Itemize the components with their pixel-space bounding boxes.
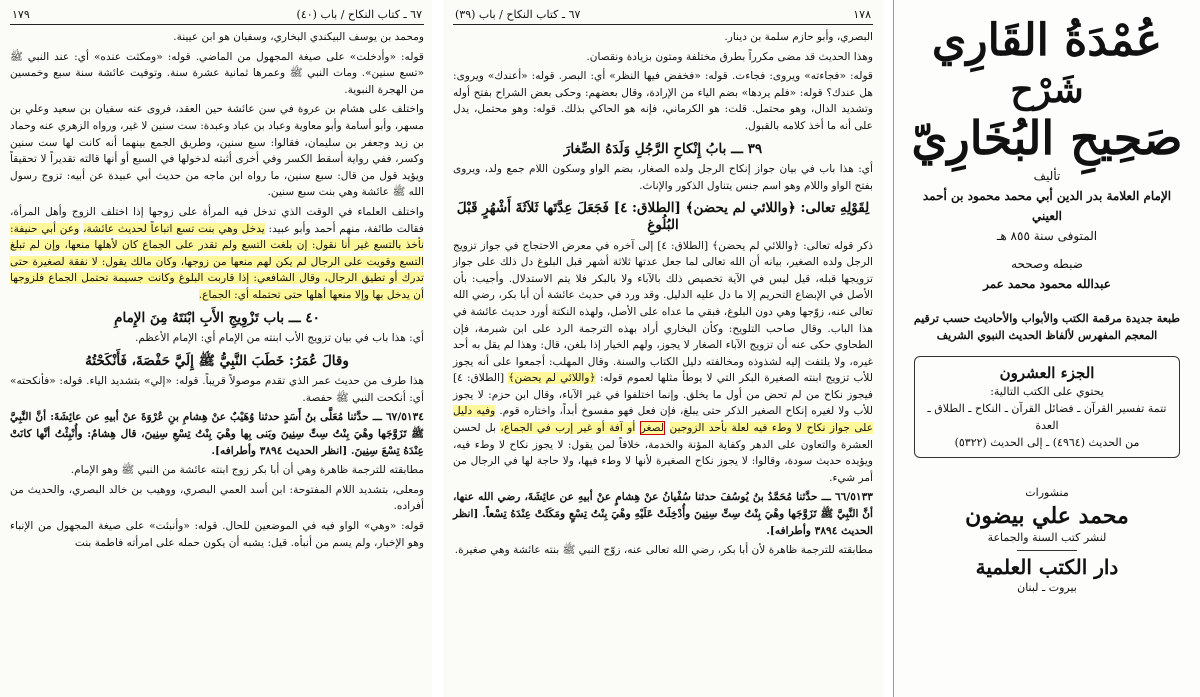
- paragraph: قوله: «وأدخلت» على صيغة المجهول من الماضي. قوله: «ومكثت عنده» أي: عند النبي ﷺ «تسع سنين». ومات النبي ﷺ وعمرها ثمانية عشرة سنة. وتوفيت عائشة سنة سبع وخمسين من الهجرة النبوية.: [10, 50, 424, 96]
- highlighted-text: وفيه دليل على جواز نكاح لا وطء فيه لعلة بأحد الزوجين: [453, 405, 874, 435]
- paragraph: أي: هذا باب في بيان تزويج الأب ابنته من الإمام أي: الإمام الأعظم.: [135, 332, 424, 345]
- boxed-highlight: لصغر: [640, 422, 665, 435]
- paragraph: مطابقته للترجمة ظاهرة لأن أبا بكر، رضي الله تعالى عنه، زوّج النبي ﷺ بنته عائشة وهي صغيرة.: [454, 544, 873, 557]
- middle-page-number: ١٧٨: [853, 8, 871, 21]
- highlighted-text: ﴿واللائي لم يحضن﴾: [508, 372, 596, 385]
- left-page-header: [10, 6, 424, 25]
- chapter-subtitle: وقالَ عُمَرُ: خَطَبَ النَّبِيُّ ﷺ إِلَيَّ حَفْصَةَ، فَأَنْكَحْتُهُ: [85, 352, 349, 369]
- volume-number: الجزء العشرون: [999, 364, 1095, 382]
- cover-content: [908, 12, 1186, 596]
- publisher-house: دار الكتب العلمية: [975, 555, 1119, 579]
- left-page: [0, 0, 432, 697]
- paragraph: ومعلى، بتشديد اللام المفتوحة: ابن أسد العمي البصري، ووهيب بن خالد البصري، والحديث من أفراده.: [10, 483, 424, 513]
- paragraph-text: بل لحسن العشرة والتعاون على الدهر وكفاية المؤنة والخدمة، خلافاً لمن يقول: لا يجوز نكاح لا وطء فيه، ويؤيده حديث سودة، وقالوا: لا يجوز نكاح الصغيرة لأنها لا وطء فيها، ولا حاجة لها في الرجال من أمر شيء.: [453, 422, 873, 484]
- publisher-name: محمد علي بيضون: [965, 503, 1129, 529]
- hadith-range: من الحديث (٤٩٦٤) ـ إلى الحديث (٥٣٢٢): [954, 436, 1140, 449]
- paragraph: مطابقته للترجمة ظاهرة وهي أن أبا بكر زوج ابنته عائشة من النبي ﷺ وهو الإمام.: [70, 464, 424, 477]
- paragraph: قوله: «فجاءته» ويروى: فجاءت. قوله: «فخفض فيها النظر» أي: البصر. قوله: «أعندك» ويروى: هل عندك؟ قوله: «فلم يردها» بضم الياء من الإرادة، وقال بعضهم: وحكى بعض الشراح بفتح أوله وتشديد الدال، وهو محتمل. قلت: هو الكرماني، فإنه هو الحاكي بذلك. قوله: وهو محتمل، يدل على أنه ما أخذ كلامه بالقبول.: [453, 70, 873, 132]
- paragraph: ومحمد بن يوسف البيكندي البخاري، وسفيان هو ابن عيينة.: [173, 31, 424, 43]
- volume-box: [914, 356, 1180, 458]
- page-gutter: [432, 0, 443, 697]
- edition-note: طبعة جديدة مرقمة الكتب والأبواب والأحاديث حسب ترقيم المعجم المفهرس لألفاظ الحديث النبوي الشريف: [913, 312, 1181, 342]
- paragraph: وهذا الحديث قد مضى مكرراً بطرق مختلفة ومتون بزيادة ونقصان.: [586, 50, 873, 63]
- chapter-title: ٣٩ ـــ بابُ إِنْكاحِ الرَّجُلِ وَلَدَهُ الصِّغارَ: [563, 140, 763, 157]
- highlighted-text: وعن أبي حنيفة: نأخذ بالتسع غير أنا نقول: إن بلغت التسع ولم تقدر على الجماع كان لأهلها منعها، وإن لم تبلغ التسع وقويت على الرجال لم يكن لهم منعها من زوجها، وكان مالك يقول: لا نفقة لصغيرة حتى تدرك أو تطيق الرجال، وقال الشافعي: إذا قاربت البلوغ وكانت جسيمة تحتمل الجماع فلزوجها أن يدخل بها وإلا منعها أهلها حتى تحتمله أي: الجماع.: [10, 222, 424, 301]
- contents-list: تتمة تفسير القرآن ـ فضائل القرآن ـ النكاح ـ الطلاق ـ العدة: [927, 402, 1167, 432]
- highlighted-text: أو آفة أو غير إرب في الجماع،: [500, 422, 636, 435]
- left-page-number: ١٧٩: [12, 8, 30, 21]
- paragraph-text: واختلف العلماء في الوقت الذي تدخل فيه المرأة على زوجها إذا اختلف الزوج وأهل المرأة، فقالت طائفة، منهم أحمد وأبو عبيد:: [10, 205, 424, 235]
- chapter-title: ٤٠ ـــ باب تَزْوِيجِ الأَبِ ابْنَتَهُ مِنَ الإِمامِ: [114, 309, 320, 326]
- author-intro: تأليف: [1033, 169, 1061, 183]
- middle-page-body: [453, 29, 873, 559]
- publisher-note: لنشر كتب السنة والجماعة: [987, 531, 1107, 544]
- middle-page-header: [453, 6, 873, 25]
- contents-intro: يحتوي على الكتب التالية:: [990, 385, 1104, 398]
- editor-name: عبدالله محمود محمد عمر: [983, 277, 1111, 291]
- hadith-text: ٦٧/٥١٣٤ ـــ حدَّثنا مُعَلَّى بنُ أَسَدٍ حدثنا وُهَيْبٌ عنْ هِشامِ بنِ عُرْوَةَ عنْ أبيهِ عن عائِشَةَ: أنَّ النَّبِيَّ ﷺ تَزَوَّجَها وهْيَ بِنْتُ سِتِّ سِنِينَ وبَنى بِها وهْيَ بِنْتُ تِسْعِ سِنِينَ، قال هِشامٌ: وأُنْبِئْتُ أنَّها كانَتْ عِنْدَهُ تِسْعَ سِنِينَ. [انظر الحديث ٣٨٩٤ وأطرافه].: [10, 411, 424, 457]
- paragraph: البصري، وأبو حازم سلمة بن دينار.: [724, 31, 873, 43]
- chapter-subtitle: لِقَوْلِهِ تعالى: ﴿واللائي لم يحضن﴾ [الطلاق: ٤] فَجَعَلَ عِدَّتَها ثَلاَثَةَ أَشْهُرٍ قَبْلَ البُلُوغِ: [456, 200, 870, 233]
- hadith-text: ٦٦/٥١٣٣ ـــ حدَّثنا مُحَمَّدُ بنُ يُوسُفَ حدثنا سُفْيانُ عنْ هِشامٍ عنْ أبيهِ عن عائِشَةَ، رضي الله عنها، أنَّ النَّبِيَّ ﷺ تَزَوَّجَها وهْيَ بِنْتُ سِتِّ سِنِينَ وأُدْخِلَتْ عَلَيْهِ وهْيَ بِنْتُ تِسْعٍ ومَكَثَتْ عِنْدَهُ تِسْعاً. [انظر الحديث ٣٨٩٤ وأطرافه].: [453, 491, 873, 537]
- highlighted-text: يدخل وهي بنت تسع اتباعاً لحديث عائشة،: [83, 222, 265, 235]
- paragraph: [453, 238, 873, 487]
- paragraph: أي: هذا باب في بيان جواز إنكاح الرجل ولده الصغار، بضم الواو وسكون اللام جمع ولد، ويروى بفتح الواو واللام وهو اسم جنس يتناول الذكور والإناث.: [453, 163, 873, 192]
- left-page-body: [10, 29, 424, 551]
- author-name: الإمام العلامة بدر الدين أبي محمد محمود بن أحمد العيني: [922, 189, 1172, 223]
- paragraph: واختلف على هشام بن عروة في سن عائشة حين العقد، فروى عنه سفيان بن سعيد وعلي بن مسهر، وأبو أسامة وأبو معاوية وعباد بن عباد وعبدة: ست سنين لا غير، ورواه الزهري عنه وحماد بن زيد وجعفر بن سليمان، فقالوا: سبع سنين، وطريق الجمع بينهما أنه كانت لها ست سنين وكسر، ففي رواية أسقط الكسر وفي أخرى أثبته لدخولها في السبع أو أنها قالته تقديراً لا تحقيقاً ويؤيد قول من قال: سبع سنين، ما رواه ابن ماجه من حديث أبي عبيدة عن أبيه: تزوج رسول الله ﷺ عائشة وهي بنت سبع سنين.: [10, 103, 424, 199]
- paragraph: قوله: «وهي» الواو فيه في الموضعين للحال. قوله: «وأنبئت» على صيغة المجهول من الإنباء وهو الإخبار، ولم يسم من أنبأه. قيل: يشبه أن يكون حمله على امرأته فاطمة بنت: [10, 520, 424, 549]
- paragraph-text: ذكر قوله تعالى: ﴿واللائي لم يحضن﴾ [الطلاق: ٤] إلى آخره في معرض الاحتجاج في جواز تزويج الرجل ولده الصغير، بيانه أن الله تعالى لما جعل عدتها ثلاثة أشهر قبل البلوغ دل ذلك على جواز تزويجها قبله، قيل ليس في الآية تخصيص ذلك بالآباء ولا بالبكر فلا يتم الاستدلال. وأجيب: بأن الأصل في الإبضاع التحريم إلا ما دل عليه الدليل. وقد ورد في حديث عائشة أن أبا بكر، رضي الله تعالى عنه، زوّجها وهي دون البلوغ، فبقي ما عداه على الأصل، ولهذه النكتة أورد حديث عائشة في هذا الباب. وقال صاحب التلويح: وكأن البخاري أراد بهذه الترجمة الرد على ابن شبرمة، فإن الطحاوي حكى عنه أن تزويج الآباء الصغار لا يجوز، ولهم الخيار إذا بلغن، قال: وهذا لم يقل به أحد غيره، ولا يلتفت إليه لشذوذه ومخالفته دليل الكتاب والسنة. وقال المهلب: أجمعوا على أنه يجوز للأب تزويج ابنته الصغيرة البكر التي لا يوطأ مثلها لعموم قوله:: [453, 239, 873, 385]
- editor-intro: ضبطه وصححه: [1011, 257, 1083, 271]
- book-title: عُمْدَةُ القَارِي: [931, 15, 1163, 66]
- middle-page: [443, 0, 883, 697]
- cover-page: [893, 0, 1200, 697]
- paragraph-text: [الطلاق: ٤] فيجوز نكاح من لم تحض من أول ما يخلق. وإنما اختلفوا في غير الآباء، وقال ابن حزم: لا يجوز للأب ولا لغيره إنكاح الصغير الذكر حتى يبلغ، فإن فعل فهو مفسوخ أبداً، واختاره قوم.: [453, 372, 873, 418]
- publisher-intro: منشورات: [1025, 486, 1069, 499]
- divider: [1017, 550, 1077, 551]
- publisher-city: بيروت ـ لبنان: [1017, 581, 1077, 594]
- left-page-running-title: ٦٧ ـ كتاب النكاح / باب (٤٠): [296, 8, 422, 21]
- paragraph: [10, 204, 424, 304]
- author-death: المتوفى سنة ٨٥٥ هـ: [996, 229, 1098, 243]
- middle-page-running-title: ٦٧ ـ كتاب النكاح / باب (٣٩): [455, 8, 581, 21]
- book-title-bukhari: صَحِيحِ البُخَارِيّ: [911, 111, 1183, 165]
- book-title-sharh: شَرْح: [1010, 69, 1084, 111]
- paragraph: هذا طرف من حديث عمر الذي تقدم موصولاً قريباً. قوله: «إلي» بتشديد الياء. قوله: «فأنكحته» أي: أنكحت النبي ﷺ حفصة.: [10, 375, 424, 404]
